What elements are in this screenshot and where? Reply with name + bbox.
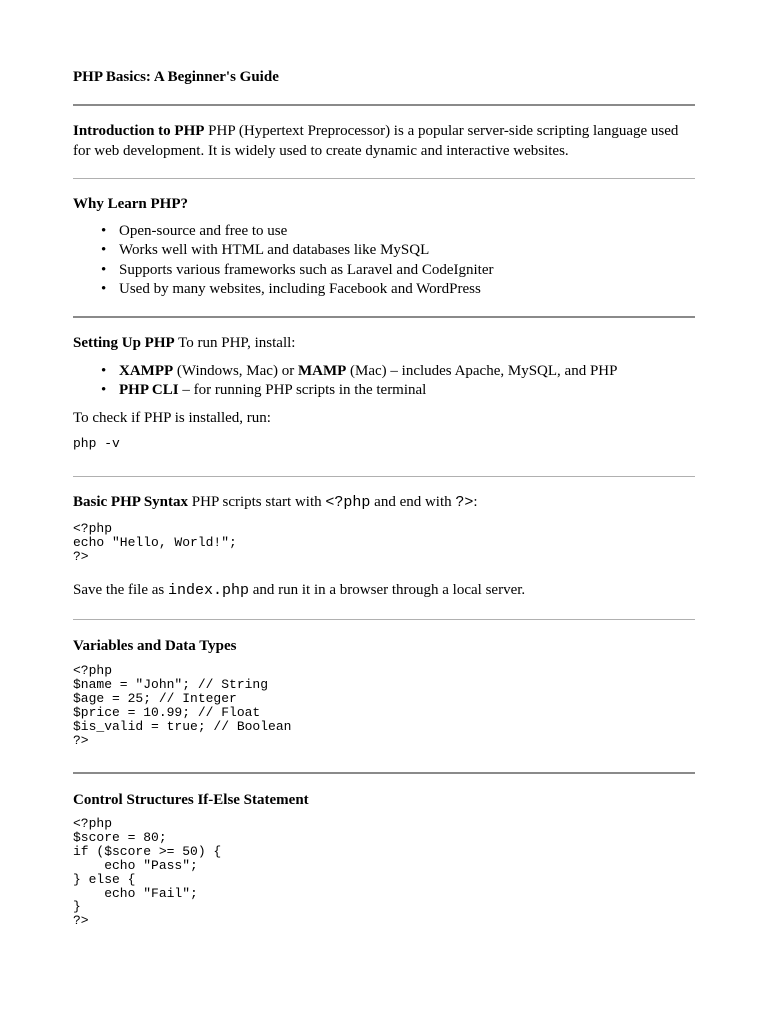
bullet-icon: • <box>101 382 107 399</box>
variables-heading: Variables and Data Types <box>73 638 237 654</box>
list-item: • Supports various frameworks such as Laravel and CodeIgniter <box>73 261 493 280</box>
control-code-block: <?php $score = 80; if ($score >= 50) { echo "Pass"; } else { echo "Fail"; } ?> <box>73 816 222 929</box>
syntax-heading: Basic PHP Syntax <box>73 494 189 510</box>
list-item: • XAMPP (Windows, Mac) or MAMP (Mac) – includes Apache, MySQL, and PHP <box>73 362 617 381</box>
setup-paragraph <box>73 334 695 354</box>
divider <box>73 316 695 318</box>
check-text: To check if PHP is installed, run: <box>73 410 271 426</box>
divider <box>73 619 695 620</box>
variables-code-block: <?php $name = "John"; // String $age = 25; // Integer $price = 10.99; // Float $is_valid = true; // Boolean ?> <box>73 663 292 748</box>
bullet-icon: • <box>101 223 107 239</box>
save-paragraph: Save the file as index.php and run it in a browser through a local server. <box>73 582 526 599</box>
list-item: • Open-source and free to use <box>73 222 493 241</box>
inline-code: index.php <box>167 582 249 599</box>
syntax-code-block: <?php echo "Hello, World!"; ?> <box>73 521 237 564</box>
document-title: PHP Basics: A Beginner's Guide <box>73 69 279 85</box>
syntax-paragraph: Basic PHP Syntax PHP scripts start with <?php and end with ?>: <box>73 494 478 511</box>
divider <box>73 476 695 477</box>
divider <box>73 772 695 774</box>
bullet-icon: • <box>101 363 107 379</box>
list-item: • Used by many websites, including Facebook and WordPress <box>73 280 493 299</box>
divider <box>73 178 695 179</box>
inline-code: <?php <box>325 494 371 511</box>
why-heading: Why Learn PHP? <box>73 196 188 212</box>
list-item: • PHP CLI – for running PHP scripts in the terminal <box>73 381 617 400</box>
setup-heading: Setting Up PHP <box>73 335 175 351</box>
intro-text: PHP (Hypertext Preprocessor) is a popular server-side scripting language used for web development. It is widely used to create dynamic and interactive websites. <box>73 123 679 159</box>
control-heading: Control Structures If-Else Statement <box>73 792 309 808</box>
bullet-icon: • <box>101 242 107 259</box>
check-code-block: php -v <box>73 436 120 451</box>
intro-paragraph <box>73 122 695 161</box>
divider <box>73 104 695 106</box>
setup-list <box>73 362 617 401</box>
bullet-icon: • <box>101 280 107 297</box>
list-item: • Works well with HTML and databases like MySQL <box>73 241 493 260</box>
why-list <box>73 222 493 299</box>
bullet-icon: • <box>101 261 107 278</box>
inline-code: ?> <box>455 494 474 511</box>
setup-text: To run PHP, install: <box>174 335 296 351</box>
intro-heading: Introduction to PHP <box>73 123 205 139</box>
